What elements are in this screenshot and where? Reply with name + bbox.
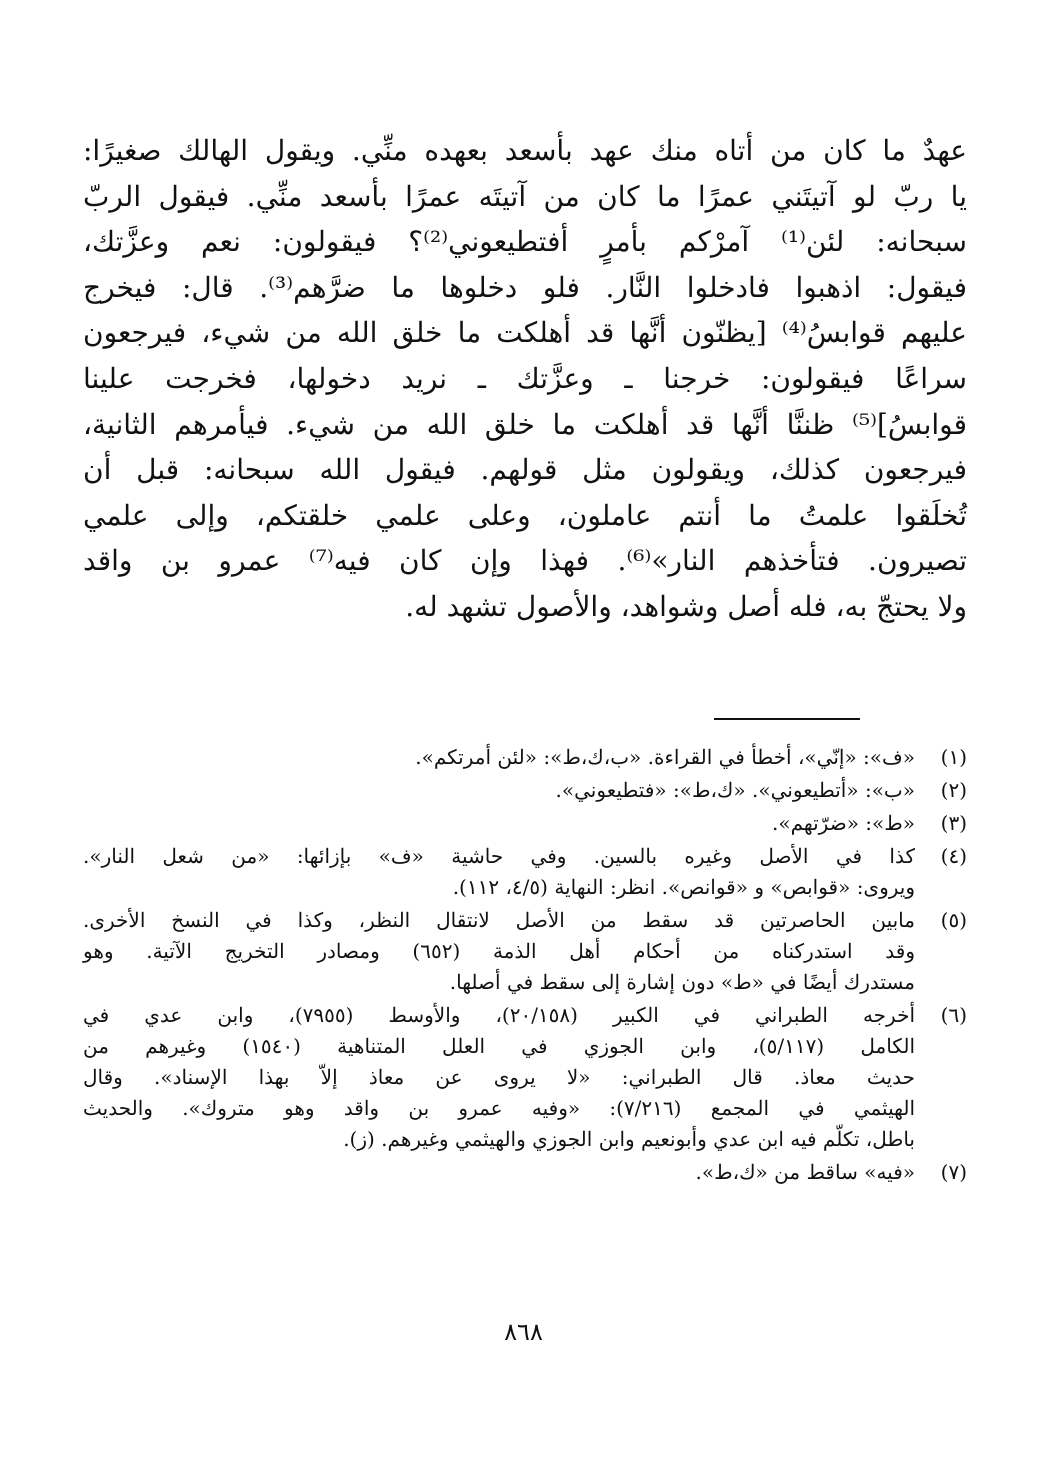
page-number: ٨٦٨ <box>504 1318 543 1346</box>
footnote-line: أخرجه الطبراني في الكبير (٢٠/١٥٨)، والأوسط (٧٩٥٥)، وابن عدي في <box>83 1003 915 1027</box>
footnote <box>83 775 967 806</box>
footnote-text <box>83 775 915 806</box>
footnote-line: «ط»: «ضرّتهم». <box>771 811 915 835</box>
footnote-line: مستدرك أيضًا في «ط» دون إشارة إلى سقط في أصلها. <box>449 970 915 994</box>
text-line: يا ربّ لو آتيتَني عمرًا ما كان من آتيتَه عمرًا بأسعد منِّي. فيقول الربّ <box>83 179 967 213</box>
text-line: تصيرون. فتأخذهم النار»⁽⁶⁾. فهذا وإن كان فيه⁽⁷⁾ عمرو بن واقد <box>83 544 968 578</box>
footnote-text <box>83 905 915 998</box>
text-line: ولا يحتجّ به، فله أصل وشواهد، والأصول تشهد له. <box>405 589 967 623</box>
text-line: سبحانه: لئن⁽¹⁾ آمرْكم بأمرٍ أفتطيعوني⁽²⁾؟ فيقولون: نعم وعزَّتك، <box>83 225 967 259</box>
footnote-number: (٧) <box>940 1160 967 1184</box>
text-line: تُخلَقوا علمتُ ما أنتم عاملون، وعلى علمي خلقتكم، وإلى علمي <box>83 498 967 532</box>
footnote-line: حديث معاذ. قال الطبراني: «لا يروى عن معاذ إلاّ بهذا الإسناد». وقال <box>83 1065 915 1089</box>
footnote-number: (٢) <box>940 778 967 802</box>
text-line: عهدٌ ما كان من أتاه منك عهد بأسعد بعهده منِّي. ويقول الهالك صغيرًا: <box>83 134 967 167</box>
footnote-text <box>83 841 915 903</box>
footnote-number: (٣) <box>940 811 967 835</box>
footnote-text <box>83 742 915 773</box>
footnote-separator <box>714 718 860 720</box>
footnote-line: الكامل (٥/١١٧)، وابن الجوزي في العلل المتناهية (١٥٤٠) وغيرهم من <box>83 1034 915 1058</box>
footnote-line: وقد استدركناه من أحكام أهل الذمة (٦٥٢) ومصادر التخريج الآتية. وهو <box>83 939 915 963</box>
footnote <box>83 742 967 773</box>
footnote-number: (٥) <box>940 908 967 932</box>
footnote-text <box>83 1000 915 1155</box>
footnote-line: «فيه» ساقط من «ك،ط». <box>695 1160 915 1184</box>
footnote-line: «ب»: «أتطيعوني». «ك،ط»: «فتطيعوني». <box>555 778 915 802</box>
footnote-text <box>83 1157 915 1188</box>
footnote-line: مابين الحاصرتين قد سقط من الأصل لانتقال النظر، وكذا في النسخ الأخرى. <box>83 908 915 932</box>
text-line: قوابسُ]⁽⁵⁾ ظننَّا أنَّها قد أهلكت ما خلق الله من شيء. فيأمرهم الثانية، <box>83 407 967 441</box>
footnote <box>83 905 967 998</box>
footnote-line: «ف»: «إنّي»، أخطأ في القراءة. «ب،ك،ط»: «لئن أمرتكم». <box>415 745 915 769</box>
footnote-number: (٦) <box>940 1003 967 1027</box>
footnote-line: الهيثمي في المجمع (٧/٢١٦): «وفيه عمرو بن واقد وهو متروك». والحديث <box>83 1096 915 1120</box>
footnote-line: كذا في الأصل وغيره بالسين. وفي حاشية «ف» بإزائها: «من شعل النار». <box>83 844 915 868</box>
footnote-line: باطل، تكلّم فيه ابن عدي وأبونعيم وابن الجوزي والهيثمي وغيرهم. (ز). <box>343 1127 915 1151</box>
text-line: سراعًا فيقولون: خرجنا ـ وعزَّتك ـ نريد دخولها، فخرجت علينا <box>83 361 967 395</box>
footnote <box>83 808 967 839</box>
footnote-text <box>83 808 915 839</box>
footnotes <box>83 742 967 1190</box>
main-text <box>83 128 967 630</box>
text-line: عليهم قوابسُ⁽⁴⁾ [يظنّون أنَّها قد أهلكت ما خلق الله من شيء، فيرجعون <box>83 316 967 350</box>
footnote-number: (٤) <box>940 844 967 868</box>
text-line: فيرجعون كذلك، ويقولون مثل قولهم. فيقول الله سبحانه: قبل أن <box>83 453 967 487</box>
text-line: فيقول: اذهبوا فادخلوا النَّار. فلو دخلوها ما ضرَّهم⁽³⁾. قال: فيخرج <box>83 270 968 304</box>
footnote <box>83 841 967 903</box>
footnote <box>83 1157 967 1188</box>
footnote <box>83 1000 967 1155</box>
footnote-number: (١) <box>940 745 967 769</box>
footnote-line: ويروى: «قوابص» و «قوانص». انظر: النهاية (٤/٥، ١١٢). <box>452 875 915 899</box>
